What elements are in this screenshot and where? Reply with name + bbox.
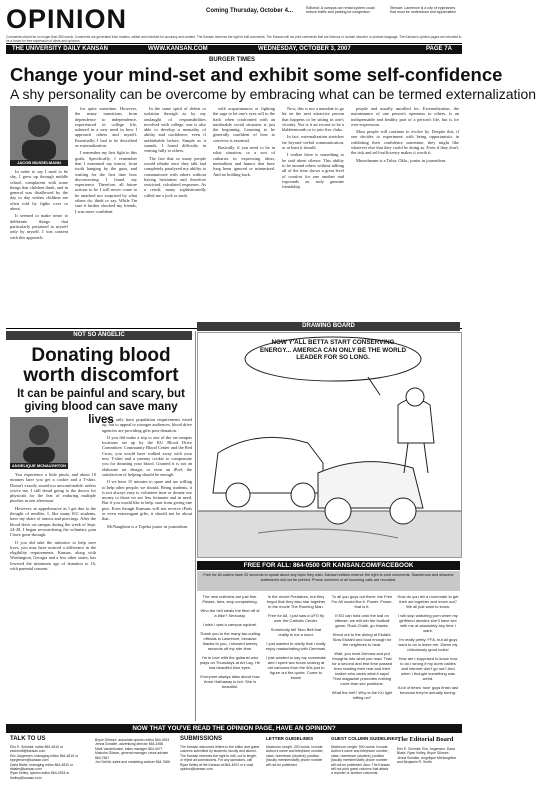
guest-column-heading: GUEST COLUMN GUIDELINES — [331, 736, 398, 741]
coming-thursday: Coming Thursday, October 4... — [206, 8, 293, 14]
ffa-column-3: To all you guys out there: the Free For All would like it. Power. Power, that is it. If ED can hold onto the ball on offense, we will win the football game. Rock Chalk, go Hawks. Shout out to the dining at Ekdahl. Slow Ekdahl and loud enough for the neighbors to hear. Wait, you read Gemma and put thoughts into what you read. That for a second and first time passed from reading their rear and their realize who cares what it says! That magazine promotes nothing more than sex positions. What the hell? Why is the KU light sitting on? — [331, 594, 393, 700]
ffa-column-1: The new uniforms are just fine. Please, fans, stop complaining. Who the hell steals the fleet off of a bike? Seriously. I wish I was a campus squirrel. Thank you to the many tax-cutting officials in Lawrence, because thanks to you, I showed twenty seconds off my ride time. I'm in love with the guitarist who plays on Thursdays at Art Lag. He has beautiful blue eyes. Everyone always talks about how Anne Hathaway is hot. She is beautiful. — [199, 594, 261, 689]
blood-headline-1: Donating blood — [31, 345, 171, 366]
letter-guidelines-heading: LETTER GUIDELINES — [266, 736, 314, 741]
masthead — [6, 4, 462, 34]
burger-column-3: In the same spirit of defeat or isolation through as by my onslaught of responsibilities involved with college, one is also able to develop a mentality of ability and confidence, even if unthinkable before. Simple as it sounds, I found difficulty in venting fully to others. The fact that so many people would rebuke once they talk had completely paralyzed my ability to communicate with others without having hesitation and therefore restricted, calculated responses. As a result, many sophisticatedly called me a jock or snob. — [144, 106, 206, 198]
talk-to-us-contacts-2: Bryce Gilmore, associate opinion editor 864-4924 Jenna Schaller, advertising director 864-4358 Mark Vanderkuske, sales manager 864-4477 Malcolm Gibson, general manager, news adviser 864-7667 Jon Schlitt, sales and marketing adviser 864-7666 — [95, 738, 171, 765]
cartoon-speech: NOW Y'ALL BETTA START CONSERVING ENERGY... AMERICA CAN ONLY BE THE WORLD LEADER FOR SO LONG. — [259, 339, 407, 361]
portrait-icon — [10, 417, 68, 463]
talk-to-us-heading: TALK TO US — [10, 736, 46, 742]
burger-column-2: for quite sometime. However, the many transitions from dependence to independence, experienced in college life, ushered in a new need in how I approach others and myself. Essentially, I had to be described as externalization. I remember my first fight to this goals. Specifically, I remember that I examined my mirror, front tooth hanging by the gum, and waiting for the first time how disconcerting I found my experience. Therefore, all future actions to be I will never come to be attacked nor surprised by what others do, think or say. While I'm sure it further shocked my friends, I was more confident. — [75, 106, 137, 214]
blood-subhead: It can be painful and scary, but giving blood can save many lives — [17, 388, 185, 426]
website-url: WWW.KANSAN.COM — [148, 46, 208, 52]
page-header-bar — [6, 45, 462, 54]
ffa-column-2: In the movie Predators, but they forgot that they also star together in the movie The Running Man. Free for All, I just saw a UFO fly over the Catholic Center. Somebody tell Taco Bell that reality is not a word. I just wanted to clarify that I really enjoy masturbating with Gemmas. I just wanted to say my roommate and I spent two hours looking at old cartoons from the 80s just to figure out the quote, Come to know! — [265, 594, 327, 680]
coming-editorial-teaser: Editorial: A campus car rental system could reduce traffic and parking lot congestion. — [306, 6, 375, 15]
byline-mcnaughton: ANGELIQUE MCNAUGHTON — [11, 463, 67, 468]
burger-column-5: Now, this is not a mandate to go hit on the next attractive person that happens to be sitting in one's vicinity. Nor is it an excuse to be a blabbermouth or to join five clubs. In fact, externalization stretches far beyond verbal communication, or at least it should. I realize there is something to be said about silence. This ability to be around others without talking all of the time shows a great level of comfort for one another and expounds on truly genuine friendship. — [282, 106, 344, 190]
burger-subhead: A shy personality can be overcome by embracing what can be termed externalization — [10, 86, 536, 102]
page-number: PAGE 7A — [426, 46, 452, 52]
ffa-column-4: How do you tell a roommate to get their act together and move out? We all just want to know. I will stop watching porn when my girlfriend decides she'll have sex with me at absolutely any time I want. I'm really pretty. FFA, but all guys want to do is leave me. Damn my ridiculously good looks! How am I supposed to know how to do I wrong if my dorm cables and internet don't go out? And when I thought something was weird. A lot of times 'nice' guys finish last because they're actually boring. — [397, 594, 459, 695]
guest-column-text: Maximum Length: 500 words. Include: Author's name and telephone number; class, hometown (student); position (faculty member/staff); phone number will not be published. Also: The Kansan will not print guest columns that attack a reporter or another columnist. — [331, 745, 390, 776]
have-an-opinion-bar: NOW THAT YOU'VE READ THE OPINION PAGE, HAVE AN OPINION? — [6, 724, 462, 733]
editorial-cartoon — [197, 332, 462, 558]
editorial-board-heading: The Editorial Board — [397, 736, 454, 743]
letter-guidelines-text: Maximum Length: 200 words. Include: Author's name and telephone number; class, hometown (student); position (faculty member/staff); phone number will not be published. — [266, 745, 324, 767]
column-divider — [195, 331, 196, 721]
free-for-all-note: Free for All callers have 20 seconds to speak about any topic they wish. Kansan editors reserve the right to omit comments. Slanderous and obscene statements will not be printed. Phone numbers of all incoming calls are recorded. — [197, 571, 460, 591]
comment-policy-blurb: Comments should be no longer than 350 words. Comments are generated from readers, edited and checked for accuracy and content. The Kansan reserves the right to edit comments. The Kansan will not print comments that are libelous or contain obscene or profane language. The Kansan's opinion pages are intended to be a forum for free expression of ideas and opinions. — [6, 35, 462, 43]
submissions-heading: SUBMISSIONS — [180, 736, 223, 742]
section-title: OPINION — [6, 4, 128, 34]
submissions-text: The Kansan welcomes letters to the editor and guest columns submitted by students, faculty and alumni. The Kansan reserves the right to edit, cut to length, or reject all submissions. For any questions, call Ryan Kelley at the Kansan at 864-4924 or e-mail opinion@kansan.com. — [180, 745, 260, 772]
issue-date: WEDNESDAY, OCTOBER 3, 2007 — [258, 46, 351, 52]
columnist-photo-mcnaughton — [10, 417, 68, 463]
talk-to-us-contacts: Erin E. Schmidt, editor 864-4810 or eschmidt@kansan.com Eric Jorgensen, managing editor 864-4810 or ejorgensen@kansan.com Darla Blake, managing editor 864-4810 or dblake@kansan.com Ryan Kelley, opinion editor 864-4924 or rkelley@kansan.com — [10, 745, 79, 780]
cartoon-drawing-icon — [198, 333, 461, 557]
burger-times-label: BURGER TIMES — [197, 56, 267, 65]
blood-column-2: Not only have population requirements eased up, but to appeal to younger audiences, blood drive agencies are providing gifts post-donation. If you did make a trip to one of the on-campus locations set up by the KU Blood Drive Committee, Community Blood Center and the Red Cross, you would have walked away with your new T-shirt and a yummy cookie to compensate you for donating your blood. Granted it is not an elaborate set design, or even an iPod; the satisfaction of helping should be enough. If we have 15 minutes to spare and are willing to help other people, we should. Being students, it is not always easy to volunteer time or donate our money to those we see less fortunate and in need. But if you would like to help, start from giving one pint. Even though Kansans will not receive iPods or even extravagant gifts, it should not be about that. McNaughton is a Topeka junior in journalism. — [102, 417, 192, 529]
burger-headline: Change your mind-set and exhibit some self-confidence — [10, 64, 503, 85]
burger-column-6: people and usually uncalled for. Externalization, the maintenance of one person's openness to others, is an indispensable and healthy part of a person's life, but is for over-expression. Most people will continue to evolve by. Despite this, if one decides to experiment with being opportunistic in exhibiting their confidence sometime, they might like whatever else that they could be doing as. Even if they don't, the risk and self-sufficiency makes it worth it. Musselmann is a Tulsa, Okla., junior in journalism. — [351, 106, 459, 163]
burger-column-4: with acquaintances or fighting the urge to let one's eyes roll to the back when confronted with an intolerable social situation is just the beginning. Learning to be generally confident of how to converse is essential. Basically, if you need to be in what situation, or a sort of catharsis in expressing ideas, mentalities and humor that have long been ignored or minimized. And no holding back. — [213, 106, 275, 177]
paper-name: THE UNIVERSITY DAILY KANSAN — [12, 46, 108, 52]
coming-stewart-teaser: Stewart: Lawrence is a city of epiphanies that must be understood and appreciated. — [390, 6, 457, 15]
not-so-angelic-label: NOT SO ANGELIC — [6, 331, 192, 340]
portrait-icon — [10, 106, 68, 160]
editorial-board-members: Erin E. Schmidt, Eric Jorgensen, Darla Blake, Ryan Kelley, Bryce Gilmore, Jenna Schaller, Angelique McNaughton and Benjamin R. Smith — [397, 747, 457, 765]
free-for-all-bar: FREE FOR ALL: 864-0500 OR KANSAN.COM/FACEBOOK — [197, 561, 460, 570]
blood-column-1: You experience a little pinch, and about 10 minutes later you get a cookie and a T-shirt. Doesn't exactly sound too uncomfortable, unless you're me. I still dread going to the doctor for physicals for the fear of enduring multiple pinches in one afternoon. However, as apprehensive as I get due to the thought of needles, I, like many KU students, have my share of tattoos and piercings. After the blood drive on campus during the week of Sept. 24-28, I began reconsidering the voluntary pain I have gone through. If you did take the initiative to help save lives, you may have noticed a difference in the eligibility requirements. Kansas, along with Washington, Georgia and a few other states, has lowered the minimum age of donation to 16, with parental consent. — [10, 472, 96, 572]
drawing-board-label: DRAWING BOARD — [197, 322, 460, 331]
byline-musselmann: JACOB MUSSELMANN — [10, 160, 68, 166]
columnist-photo-musselmann — [10, 106, 68, 160]
burger-column-1: In order to say I used to be shy, I grew up through middle school, complacent with some things that children think, and in general was disallowed by the day to day wishes children are often told by fights over or about. It seemed to make sense to deliberate things that particularly pertained to myself only by myself. I was content with this approach. — [10, 169, 68, 240]
blood-headline-2: worth discomfort — [23, 365, 179, 386]
